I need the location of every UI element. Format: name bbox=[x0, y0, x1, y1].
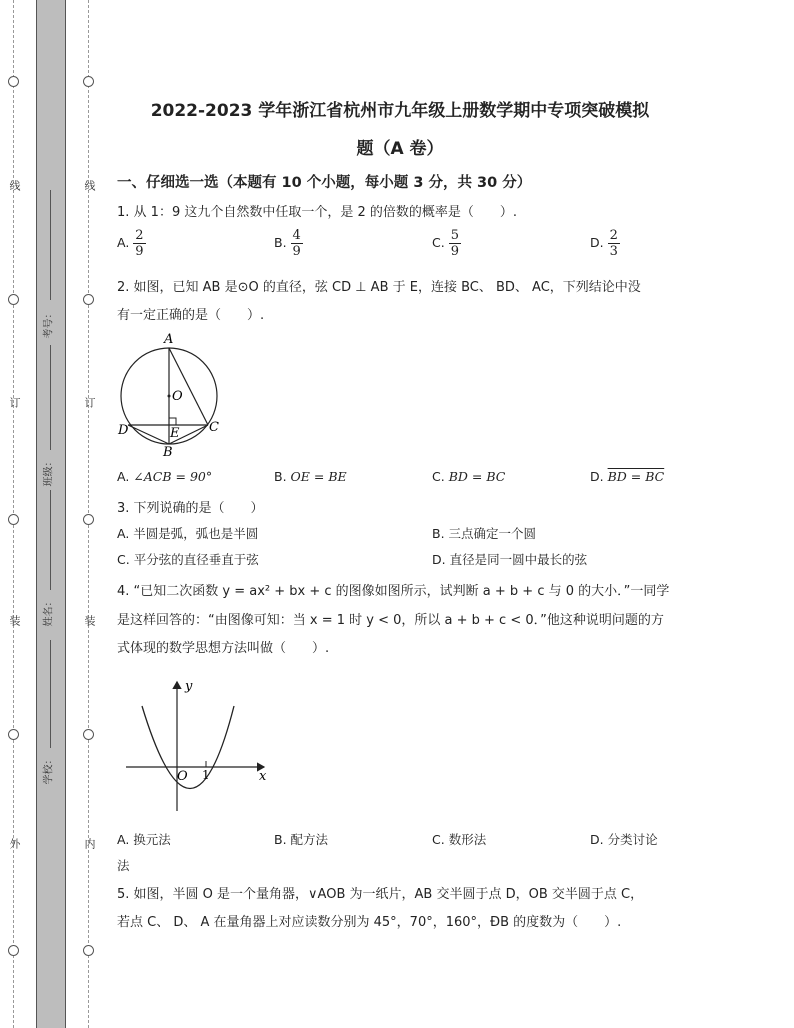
question-2: 2. 如图，已知 AB 是⊙O 的直径，弦 CD ⊥ AB 于 E，连接 BC、 BD、 AC，下列结论中没 bbox=[117, 280, 641, 295]
question-1: 1. 从 1：9 这九个自然数中任取一个，是 2 的倍数的概率是（ ）. bbox=[117, 205, 518, 220]
class-line bbox=[50, 345, 51, 450]
circle-figure bbox=[112, 330, 227, 458]
tick-one-label: 1 bbox=[202, 768, 210, 782]
binding-hole bbox=[8, 729, 19, 740]
q1-option-a: A. $\frac{2}{9}$ bbox=[117, 228, 144, 259]
section-heading: 一、仔细选一选（本题有 10 个小题，每小题 3 分，共 30 分） bbox=[117, 175, 532, 191]
q2-option-d: D. BD = BC bbox=[590, 469, 665, 484]
binding-char: 装 bbox=[8, 615, 21, 626]
label-b: B bbox=[163, 445, 173, 458]
q3-option-a: A. 半圆是弧，弧也是半圆 bbox=[117, 526, 259, 541]
question-2-cont: 有一定正确的是（ ）. bbox=[117, 308, 265, 323]
q4-option-d: D. 分类讨论 bbox=[590, 832, 658, 847]
class-label: 班级： bbox=[43, 456, 55, 487]
q1-option-c: C. $\frac{5}{9}$ bbox=[432, 228, 459, 259]
q3-option-c: C. 平分弦的直径垂直于弦 bbox=[117, 552, 259, 567]
school-line bbox=[50, 640, 51, 748]
binding-char: 订 bbox=[83, 397, 96, 408]
q4-option-c: C. 数形法 bbox=[432, 832, 487, 847]
binding-hole bbox=[83, 729, 94, 740]
question-5: 5. 如图，半圆 O 是一个量角器，∨AOB 为一纸片，AB 交半圆于点 D，OB 交半圆于点 C， bbox=[117, 887, 644, 902]
q2-option-a: A. ∠ACB = 90° bbox=[117, 469, 213, 484]
exam-number-line bbox=[50, 190, 51, 300]
center-dot bbox=[168, 395, 171, 398]
x-label: x bbox=[259, 769, 267, 784]
binding-hole bbox=[83, 294, 94, 305]
exam-number-label: 考号： bbox=[43, 308, 55, 339]
parabola-graph bbox=[122, 676, 272, 816]
segment-ac bbox=[169, 348, 208, 425]
binding-hole bbox=[83, 514, 94, 525]
q4-option-a: A. 换元法 bbox=[117, 832, 171, 847]
binding-char: 内 bbox=[83, 838, 96, 849]
question-4-cont2: 式体现的数学思想方法叫做（ ）. bbox=[117, 641, 330, 656]
question-5-cont: 若点 C、 D、 A 在量角器上对应读数分别为 45°，70°，160°，ÐB 的度数为（ ）. bbox=[117, 915, 622, 930]
binding-band bbox=[36, 0, 66, 1028]
segment-bd bbox=[128, 425, 169, 444]
name-label: 姓名： bbox=[43, 596, 55, 627]
binding-hole bbox=[8, 945, 19, 956]
binding-hole bbox=[83, 945, 94, 956]
binding-hole bbox=[8, 294, 19, 305]
q3-option-d: D. 直径是同一圆中最长的弦 bbox=[432, 552, 588, 567]
label-c: C bbox=[209, 420, 219, 435]
label-o: O bbox=[172, 389, 183, 404]
binding-char: 订 bbox=[8, 397, 21, 408]
binding-hole bbox=[8, 514, 19, 525]
q2-option-c: C. BD = BC bbox=[432, 469, 506, 484]
label-d: D bbox=[118, 423, 129, 438]
binding-char: 线 bbox=[8, 180, 21, 191]
q1-option-d: D. $\frac{2}{3}$ bbox=[590, 228, 618, 259]
y-label: y bbox=[185, 679, 193, 694]
question-4-cont: 是这样回答的：“由图像可知：当 x = 1 时 y < 0，所以 a + b + c < 0．”他这种说明问题的方 bbox=[117, 613, 664, 628]
binding-char: 线 bbox=[83, 180, 96, 191]
page-title-cont: 题（A 卷） bbox=[356, 139, 444, 159]
label-e: E bbox=[170, 426, 180, 441]
parabola-curve bbox=[142, 706, 234, 789]
right-angle-mark bbox=[169, 418, 176, 425]
binding-char: 外 bbox=[8, 838, 21, 849]
q3-option-b: B. 三点确定一个圆 bbox=[432, 526, 537, 541]
question-3: 3. 下列说确的是（ ） bbox=[117, 501, 264, 516]
binding-hole bbox=[83, 76, 94, 87]
q4-option-b: B. 配方法 bbox=[274, 832, 329, 847]
binding-char: 装 bbox=[83, 615, 96, 626]
q4-option-d-wrap: 法 bbox=[117, 858, 130, 873]
q2-option-b: B. OE = BE bbox=[274, 469, 347, 484]
label-a: A bbox=[164, 332, 174, 347]
origin-label: O bbox=[177, 769, 188, 784]
page-title: 2022-2023 学年浙江省杭州市九年级上册数学期中专项突破模拟 bbox=[150, 101, 650, 121]
name-line bbox=[50, 490, 51, 590]
q1-option-b: B. $\frac{4}{9}$ bbox=[274, 228, 301, 259]
binding-hole bbox=[8, 76, 19, 87]
school-label: 学校： bbox=[43, 754, 55, 785]
question-4: 4. “已知二次函数 y = ax² + bx + c 的图像如图所示，试判断 a + b + c 与 0 的大小．”一同学 bbox=[117, 584, 670, 599]
